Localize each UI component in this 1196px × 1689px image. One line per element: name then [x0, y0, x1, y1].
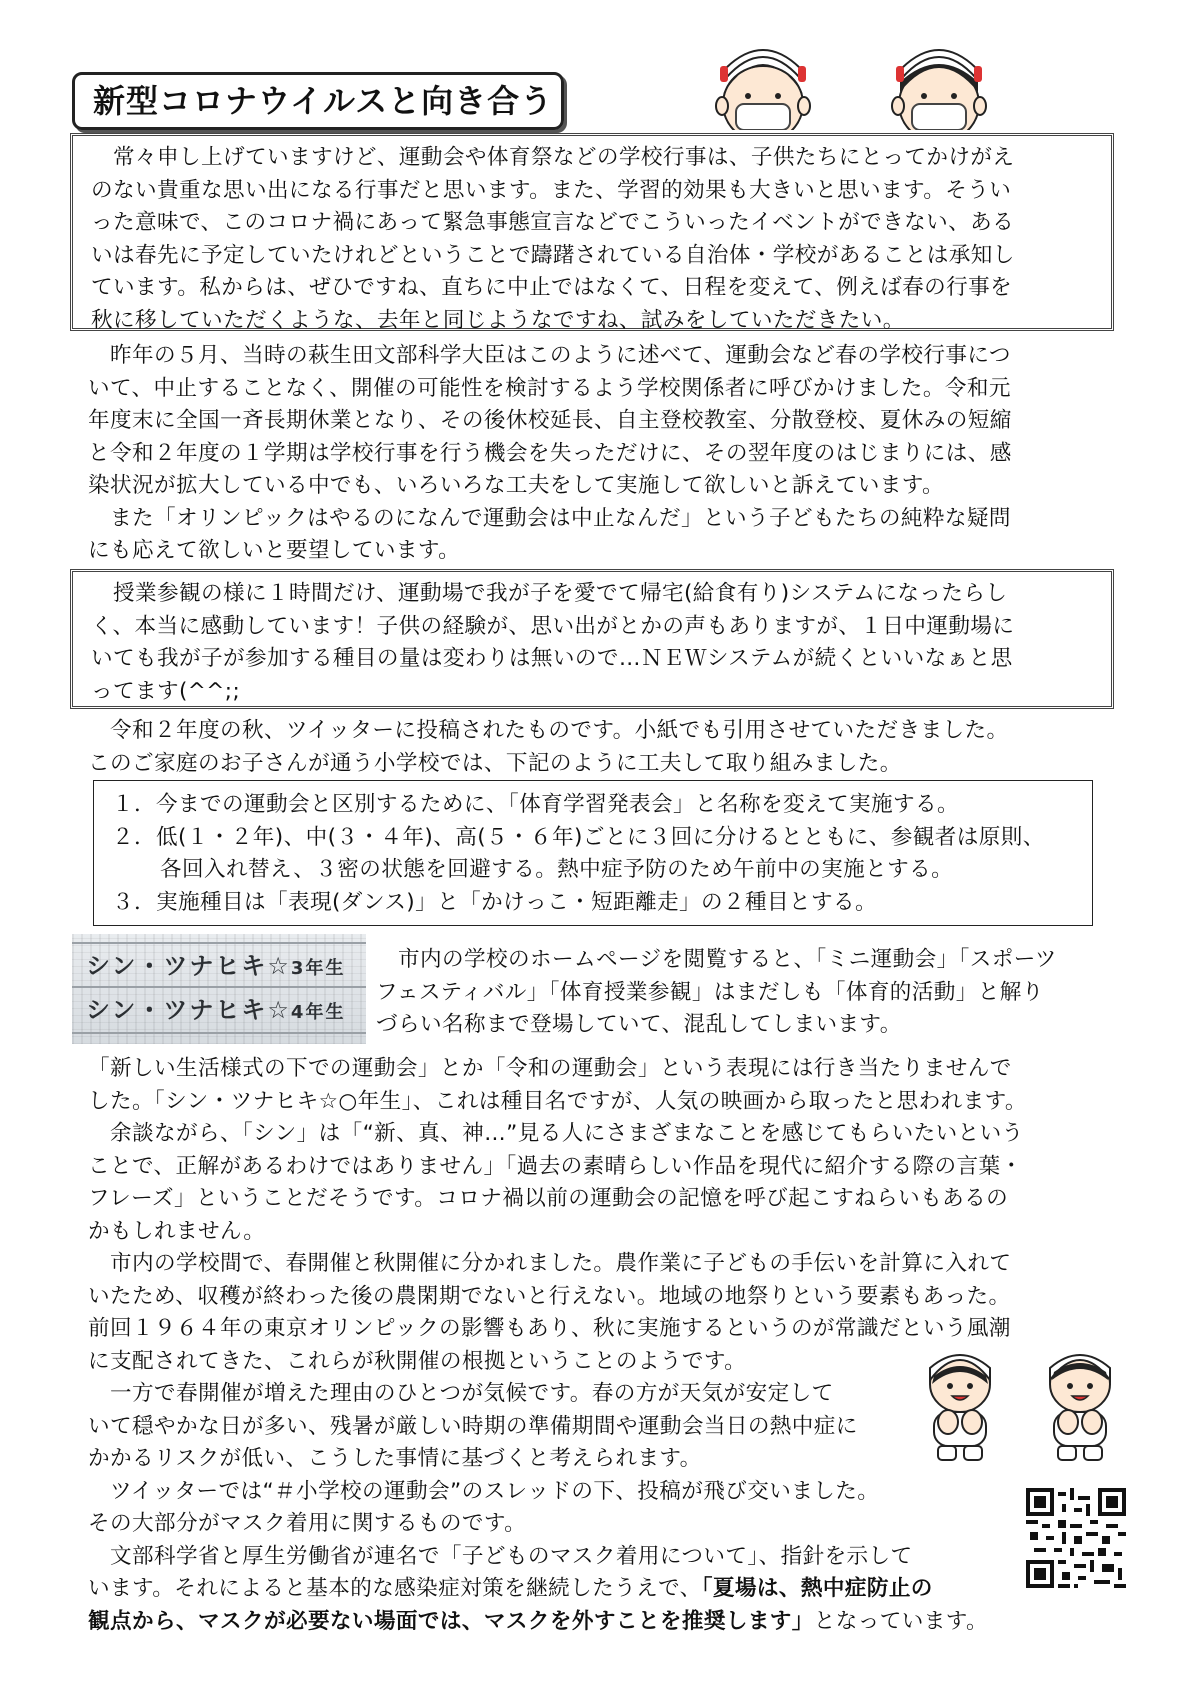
sitting-child-illustration-right [1040, 1350, 1120, 1462]
photo-rule [72, 1032, 366, 1034]
minister-quote-box [70, 133, 1114, 331]
photo-rule [72, 986, 366, 988]
guideline-sentence-end: 観点から、マスクが必要ない場面では、マスクを外すことを推奨します」となっています。 [88, 1608, 989, 1634]
list-item: １．今までの運動会と区別するために、「体育学習発表会」と名称を変えて実施する。 [112, 792, 959, 817]
tweet-quote-text: 授業参観の様に１時間だけ、運動場で我が子を愛でて帰宅(給食有り)システムになったらし く、本当に感動しています！子供の経験が、思い出がとかの声もありますが、１日中運動場に いても我が子が参加する種目の量は変わりは無いので…ＮＥＷシステムが続くといいなぁと思 ってます(^^;; [91, 581, 1015, 704]
minister-quote-text: 常々申し上げていますけど、運動会や体育祭などの学校行事は、子供たちにとってかけがえ のない貴重な思い出になる行事だと思います。また、学習的効果も大きいと思います。そうい った意味で、このコロナ禍にあって緊急事態宣言などでこういったイベントができない、ある いは春先に予定していたけれどということで躊躇されている自治体・学校があることは承知し ています。私からは、ぜひですね、直ちに中止ではなくて、日程を変えて、例えば春の行事を 秋に移していただくような、去年と同じようなですね、試みをしていただきたい。 [91, 145, 1015, 333]
school-measures-list [93, 780, 1093, 926]
paragraph-event-names: 「新しい生活様式の下での運動会」とか「令和の運動会」という表現には行き当たりませんで した。「シン・ツナヒキ☆○年生」、これは種目名ですが、人気の映画から取ったと思われます。 余談ながら、「シン」は「“新、真、神…”見る人にさまざまなことを感じてもらいたいという ことで、正解があるわけではありません」「過去の素晴らしい作品を現代に紹介する際の言葉・ フレーズ」ということだそうです。コロナ禍以前の運動会の記憶を呼び起こすねらいもあるの かもしれません。 市内の学校間で、春開催と秋開催に分かれました。農作業に子どもの手伝いを計算に入れて いたため、収穫が終わった後の農閑期でないと行えない。地域の地祭りという要素もあった。 前回１９６４年の東京オリンピックの影響もあり、秋に実施するというのが常識だという風潮 に支配されてきた、これらが秋開催の根拠ということのようです。 [88, 1056, 1027, 1374]
photo-rule [72, 942, 366, 944]
paragraph-school-websites: 市内の学校のホームページを閲覧すると、「ミニ運動会」「スポーツ フェスティバル」「体育授業参観」はまだしも「体育的活動」と解り づらい名称まで登場していて、混乱してしまいます。 [376, 947, 1057, 1037]
page-title: 新型コロナウイルスと向き合う [72, 72, 564, 130]
paragraph-spring-events: 一方で春開催が増えた理由のひとつが気候です。春の方が天気が安定して いて穏やかな日が多い、残暑が厳しい時期の準備期間や運動会当日の熱中症に かかるリスクが低い、こうした事情に基づくと考えられます。 ツイッターでは“＃小学校の運動会”のスレッドの下、投稿が飛び交いました。 その大部分がマスク着用に関するものです。 文部科学省と厚生労働省が連名で「子どものマスク着用について」、指針を示して います。それによると基本的な感染症対策を継続したうえで、「夏場は、熱中症防止の 観点から、マスクが必要ない場面では、マスクを外すことを推奨します」となっています。 [88, 1378, 1100, 1638]
list-item: ２．低(１・２年)、中(３・４年)、高(５・６年)ごとに３回に分けるとともに、参観者は原則、 [112, 824, 1045, 850]
sitting-child-illustration-left [920, 1350, 1000, 1462]
list-item-continuation: 各回入れ替え、３密の状態を回避する。熱中症予防のため午前中の実施とする。 [160, 857, 954, 882]
photo-sign-3rd-grade: シン・ツナヒキ☆3年生 [86, 952, 346, 980]
event-sign-photo [72, 934, 366, 1044]
tweet-quote-box [70, 569, 1114, 709]
qr-code-icon[interactable] [1026, 1488, 1126, 1588]
paragraph-tweet-intro: 令和２年度の秋、ツイッターに投稿されたものです。小紙でも引用させていただきました。 このご家庭のお子さんが通う小学校では、下記のように工夫して取り組みました。 [88, 718, 1009, 776]
guideline-sentence: います。それによると基本的な感染症対策を継続したうえで、「夏場は、熱中症防止の [88, 1576, 933, 1601]
paragraph-minister-statement: 昨年の５月、当時の萩生田文部科学大臣はこのように述べて、運動会など春の学校行事につ いて、中止することなく、開催の可能性を検討するよう学校関係者に呼びかけました。令和元 年度末に全国一斉長期休業となり、その後休校延長、自主登校教室、分散登校、夏休みの短縮 と令和２年度の１学期は学校行事を行う機会を失っただけに、その翌年度のはじまりには、感 染状況が拡大している中でも、いろいろな工夫をして実施して欲しいと訴えています。 また「オリンピックはやるのになんで運動会は中止なんだ」という子どもたちの純粋な疑問 にも応えて欲しいと要望しています。 [88, 343, 1012, 563]
masked-child-illustration-right [884, 44, 994, 130]
photo-sign-4th-grade: シン・ツナヒキ☆4年生 [86, 996, 346, 1024]
list-item: ３．実施種目は「表現(ダンス)」と「かけっこ・短距離走」の２種目とする。 [112, 889, 878, 915]
masked-child-illustration-left [708, 44, 818, 130]
